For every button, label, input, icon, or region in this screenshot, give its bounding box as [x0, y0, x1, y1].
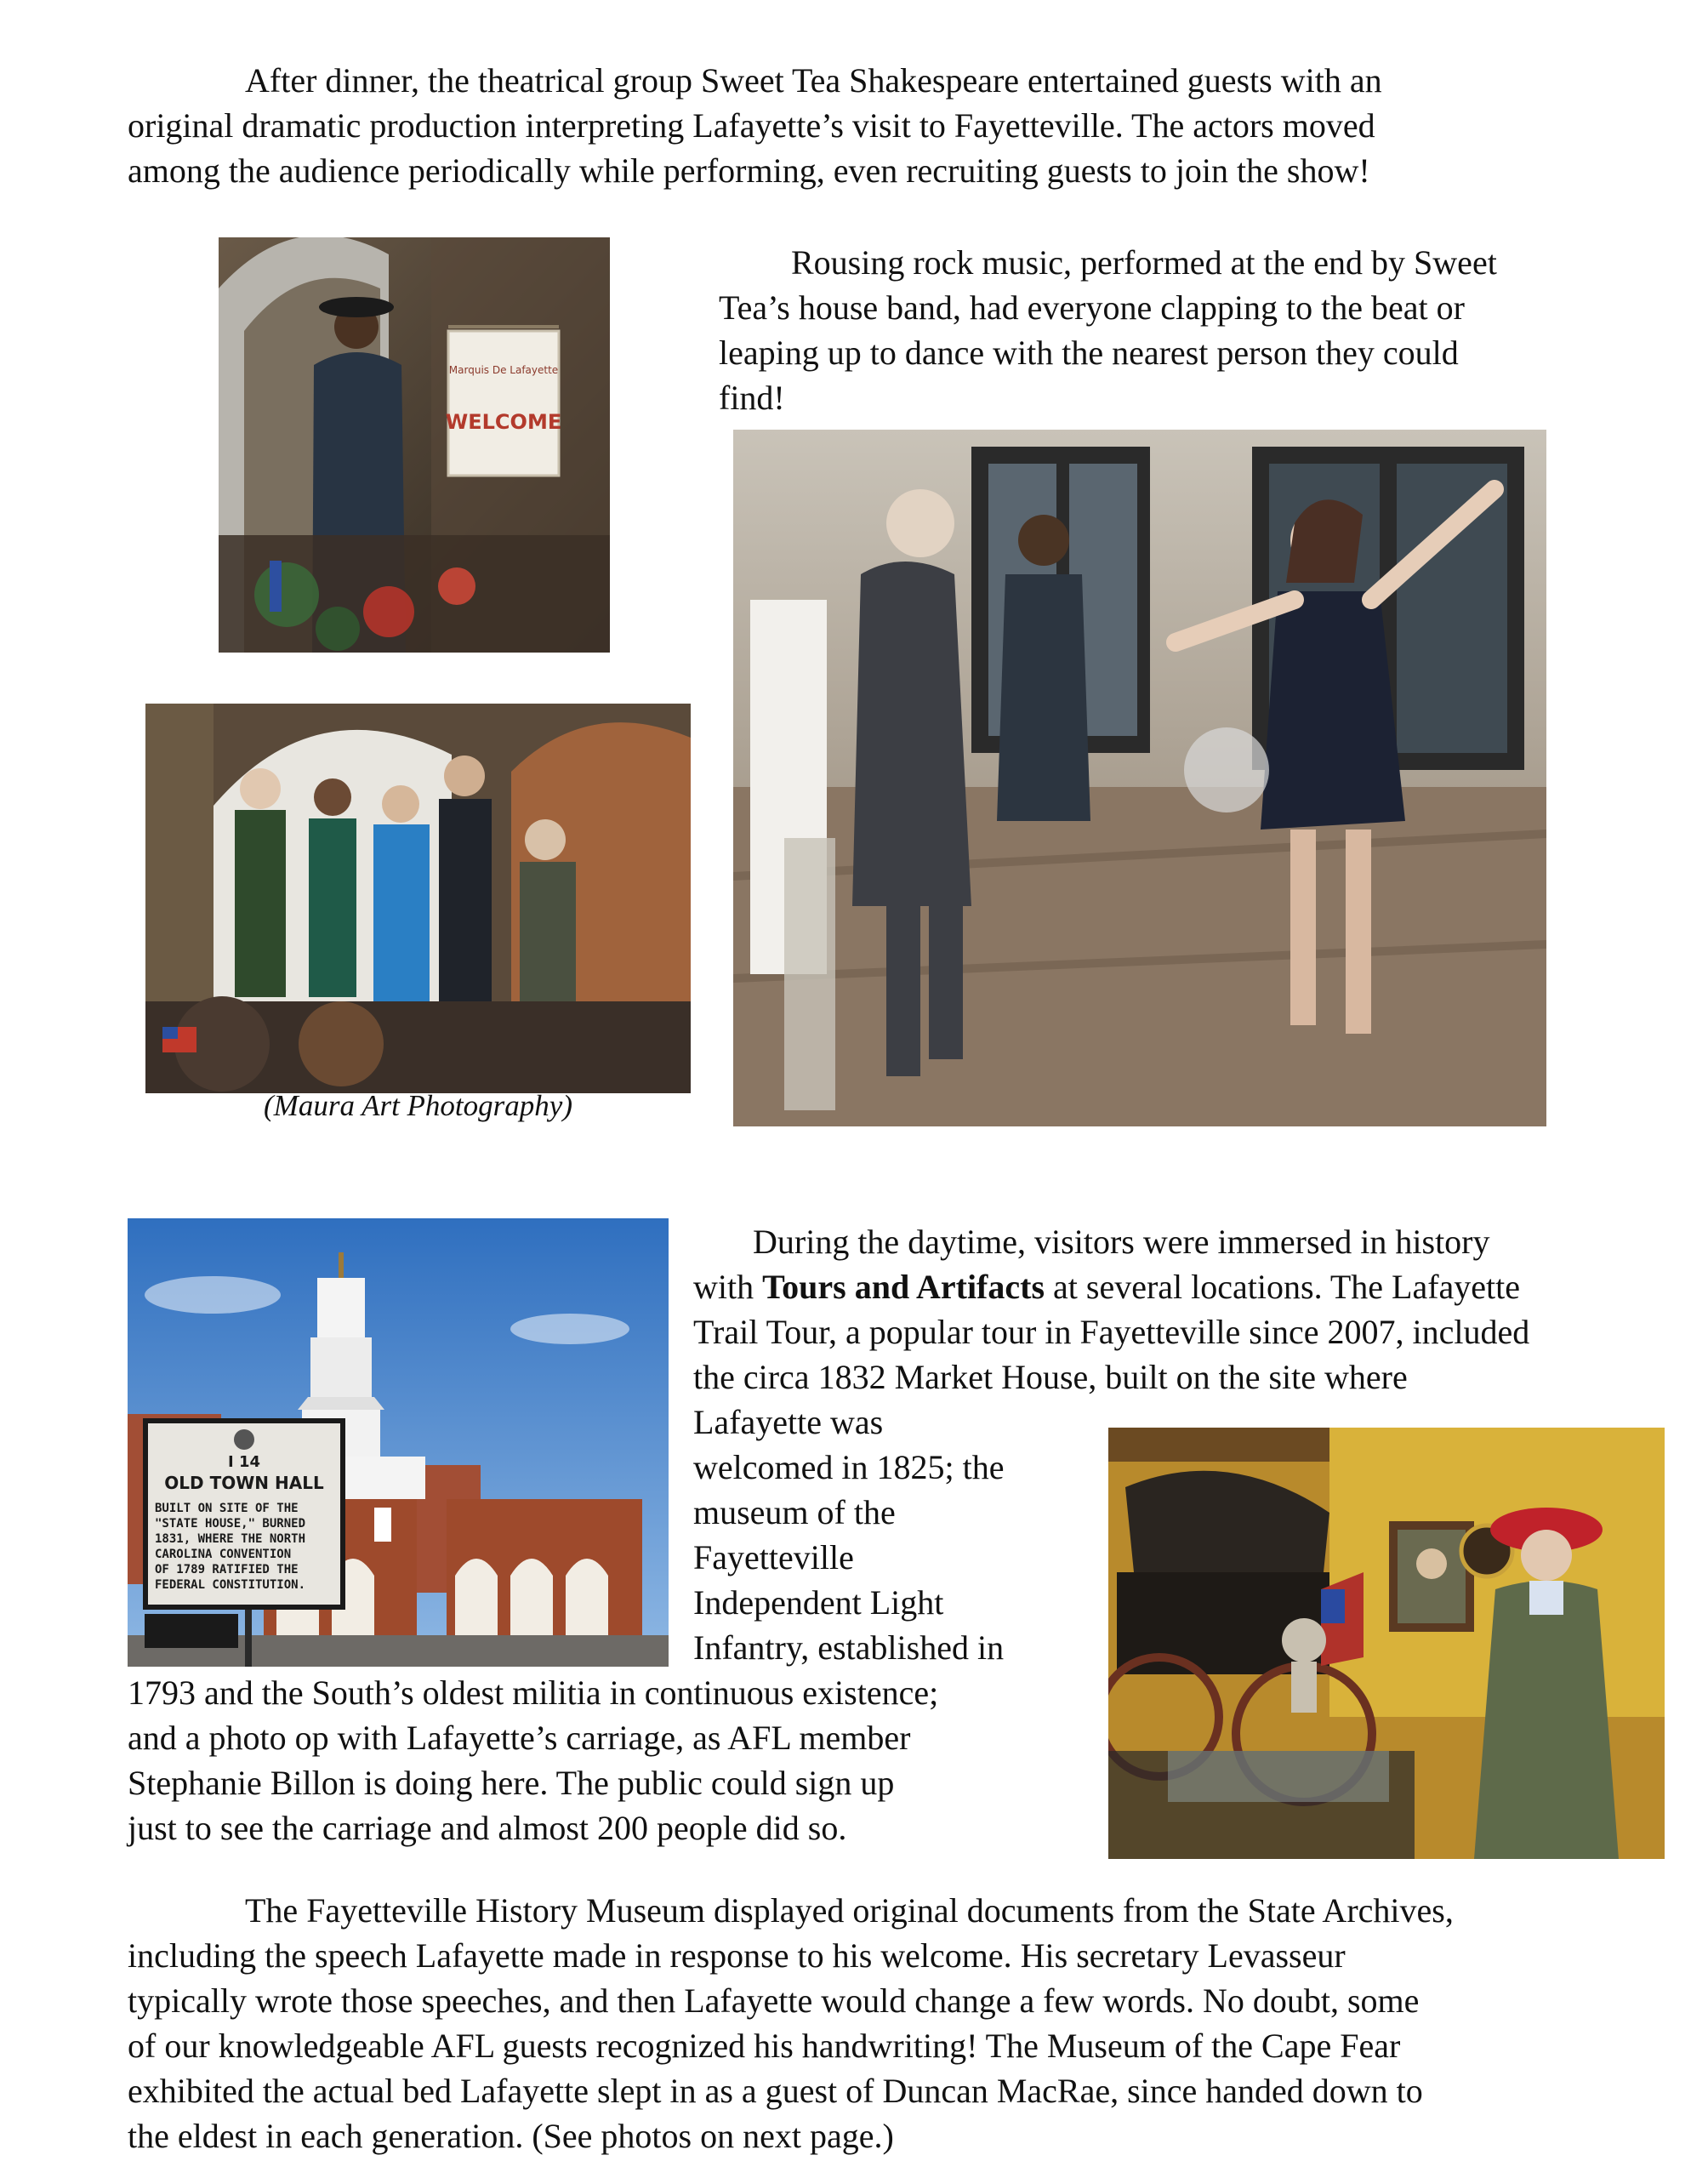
bold-term-tours-artifacts: Tours and Artifacts [762, 1268, 1045, 1306]
marker-text-line: "STATE HOUSE," BURNED [155, 1517, 306, 1531]
text-line: Independent Light [693, 1583, 944, 1622]
marker-text-line: CAROLINA CONVENTION [155, 1548, 292, 1561]
text-line: Stephanie Billon is doing here. The public could sign up [128, 1764, 895, 1802]
text-line: Rousing rock music, performed at the end by Sweet [791, 243, 1497, 282]
text-line: Infantry, established in [693, 1628, 1005, 1667]
text-line: museum of the [693, 1493, 896, 1531]
paragraph-rock-music [719, 240, 1497, 420]
text-line: 1793 and the South’s oldest militia in continuous existence; [128, 1673, 939, 1712]
paragraph-history-museum [128, 1888, 1454, 2158]
text-run: at several locations. The Lafayette [1045, 1268, 1521, 1306]
text-line: welcomed in 1825; the [693, 1448, 1005, 1486]
text-line: After dinner, the theatrical group Sweet Tea Shakespeare entertained guests with an [245, 61, 1382, 100]
marker-title: OLD TOWN HALL [164, 1473, 324, 1493]
text-line [693, 1264, 1529, 1309]
text-line: leaping up to dance with the nearest person they could [719, 334, 1459, 372]
marker-text-line: FEDERAL CONSTITUTION. [155, 1578, 306, 1592]
text-line: original dramatic production interpreting Lafayette’s visit to Fayetteville. The actors moved [128, 106, 1375, 145]
text-line: the eldest in each generation. (See photos on next page.) [128, 2117, 894, 2155]
marker-number: I 14 [227, 1453, 261, 1471]
text-line: Lafayette was [693, 1403, 884, 1441]
marker-text-line: BUILT ON SITE OF THE [155, 1502, 299, 1515]
text-line: typically wrote those speeches, and then Lafayette would change a few words. No doubt, some [128, 1981, 1420, 2020]
text-line: find! [719, 379, 785, 417]
text-line: During the daytime, visitors were immersed in history [753, 1223, 1490, 1261]
text-line: just to see the carriage and almost 200 people did so. [128, 1809, 847, 1847]
text-line: Tea’s house band, had everyone clapping to the beat or [719, 288, 1465, 327]
paragraph-after-dinner [128, 58, 1382, 193]
text-line: the circa 1832 Market House, built on the site where [693, 1358, 1408, 1396]
text-line: Fayetteville [693, 1538, 854, 1576]
photo-lafayette-carriage [1108, 1428, 1665, 1859]
banner-subtext: Marquis De Lafayette [448, 364, 559, 376]
marker-text-line: OF 1789 RATIFIED THE [155, 1563, 299, 1576]
text-line: exhibited the actual bed Lafayette slept in as a guest of Duncan MacRae, since handed down to [128, 2072, 1423, 2110]
text-line: of our knowledgeable AFL guests recognized his handwriting! The Museum of the Cape Fear [128, 2027, 1401, 2065]
text-line: Trail Tour, a popular tour in Fayetteville since 2007, included [693, 1313, 1530, 1351]
banner-text: WELCOME [445, 410, 562, 434]
text-run: with [693, 1268, 763, 1306]
text-line: and a photo op with Lafayette’s carriage, as AFL member [128, 1719, 911, 1757]
text-line: among the audience periodically while performing, even recruiting guests to join the show! [128, 151, 1370, 190]
text-line: The Fayetteville History Museum displayed original documents from the State Archives, [245, 1891, 1454, 1930]
photo-credit-caption: (Maura Art Photography) [264, 1089, 572, 1122]
photo-dancing-couple [733, 430, 1546, 1126]
photo-actor-welcome-banner [219, 237, 610, 653]
text-line: including the speech Lafayette made in response to his welcome. His secretary Levasseur [128, 1936, 1346, 1975]
photo-cast-on-stage [145, 704, 691, 1093]
marker-text-line: 1831, WHERE THE NORTH [155, 1532, 306, 1546]
